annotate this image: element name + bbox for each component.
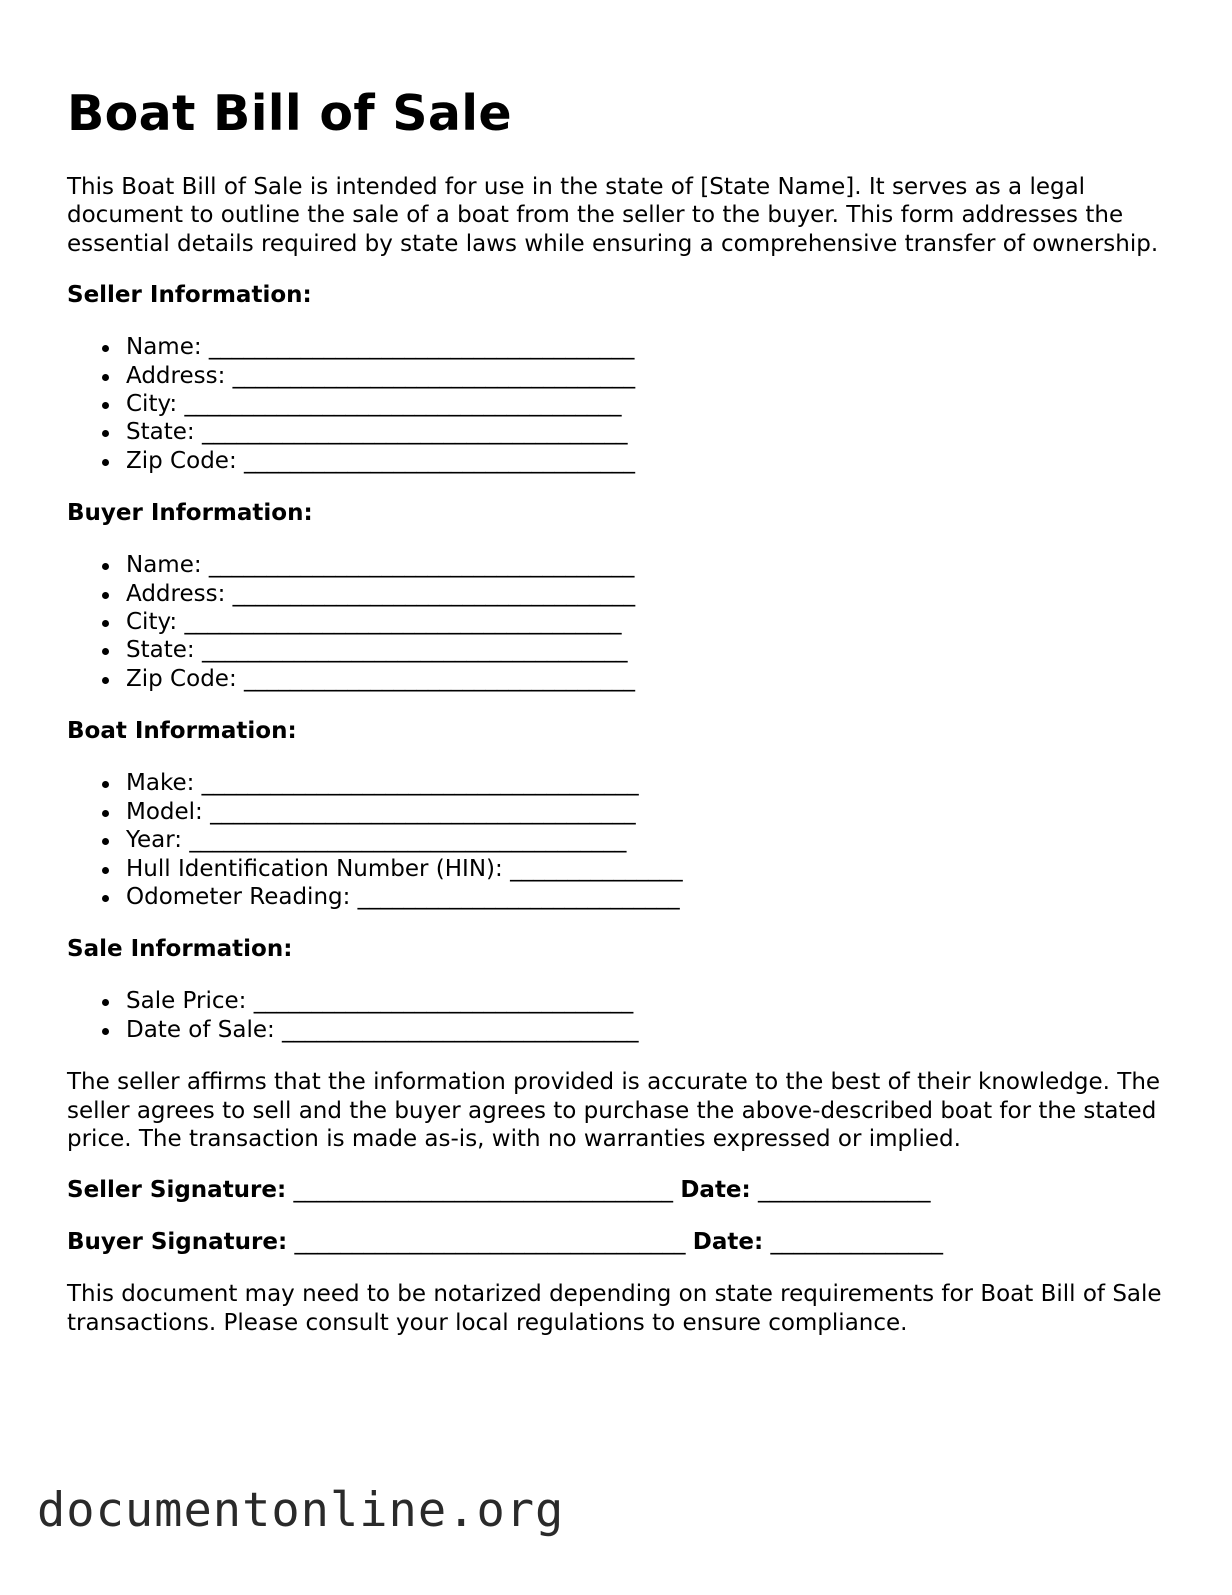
buyer-name-field[interactable]: Name: _____________________________________ (126, 551, 1177, 579)
seller-zip-field[interactable]: Zip Code: __________________________________ (126, 447, 1177, 475)
buyer-info-list (67, 551, 1177, 693)
boat-info-list (67, 769, 1177, 911)
seller-name-field[interactable]: Name: _____________________________________ (126, 333, 1177, 361)
buyer-city-field[interactable]: City: ______________________________________ (126, 608, 1177, 636)
buyer-date-line[interactable]: _______________ (763, 1229, 944, 1256)
affirmation-paragraph: The seller affirms that the information provided is accurate to the best of their knowledge. The seller agrees to sell and the buyer agrees to purchase the above-described boat for the stated price. The transaction is made as-is, with no warranties expressed or implied. (67, 1069, 1161, 1152)
watermark-text: documentonline.org (37, 1483, 565, 1538)
buyer-info-heading: Buyer Information: (67, 500, 313, 527)
sale-info-list (67, 987, 1177, 1044)
buyer-state-field[interactable]: State: _____________________________________ (126, 636, 1177, 664)
boat-hin-field[interactable]: Hull Identification Number (HIN): _______________ (126, 855, 1177, 883)
buyer-signature-label: Buyer Signature: (67, 1229, 288, 1256)
boat-make-field[interactable]: Make: ______________________________________ (126, 769, 1177, 797)
seller-signature-row (67, 1176, 1177, 1204)
document-title: Boat Bill of Sale (67, 85, 512, 142)
intro-paragraph: This Boat Bill of Sale is intended for use in the state of [State Name]. It serves as a legal document to outline the sale of a boat from the seller to the buyer. This form addresses the essential details required by state laws while ensuring a comprehensive transfer of ownership. (67, 174, 1159, 257)
seller-info-heading: Seller Information: (67, 282, 312, 309)
sale-info-heading: Sale Information: (67, 936, 293, 963)
seller-address-field[interactable]: Address: ___________________________________ (126, 362, 1177, 390)
buyer-zip-field[interactable]: Zip Code: __________________________________ (126, 665, 1177, 693)
sale-date-field[interactable]: Date of Sale: _______________________________ (126, 1016, 1177, 1044)
boat-model-field[interactable]: Model: _____________________________________ (126, 798, 1177, 826)
buyer-date-label: Date: (692, 1229, 764, 1256)
notarization-notice: This document may need to be notarized depending on state requirements for Boat Bill of Sale transactions. Please consult your local regulations to ensure compliance. (67, 1281, 1162, 1336)
buyer-signature-line[interactable]: __________________________________ (287, 1229, 693, 1256)
seller-info-list (67, 333, 1177, 475)
seller-state-field[interactable]: State: _____________________________________ (126, 418, 1177, 446)
seller-signature-label: Seller Signature: (67, 1177, 287, 1204)
seller-date-label: Date: (680, 1177, 751, 1204)
sale-price-field[interactable]: Sale Price: _________________________________ (126, 987, 1177, 1015)
boat-year-field[interactable]: Year: ______________________________________ (126, 826, 1177, 854)
buyer-signature-row (67, 1228, 1177, 1256)
document-page (67, 84, 1177, 1360)
seller-city-field[interactable]: City: ______________________________________ (126, 390, 1177, 418)
seller-signature-line[interactable]: _________________________________ (286, 1177, 681, 1204)
boat-info-heading: Boat Information: (67, 718, 297, 745)
boat-odometer-field[interactable]: Odometer Reading: ____________________________ (126, 883, 1177, 911)
buyer-address-field[interactable]: Address: ___________________________________ (126, 580, 1177, 608)
seller-date-line[interactable]: _______________ (750, 1177, 931, 1204)
